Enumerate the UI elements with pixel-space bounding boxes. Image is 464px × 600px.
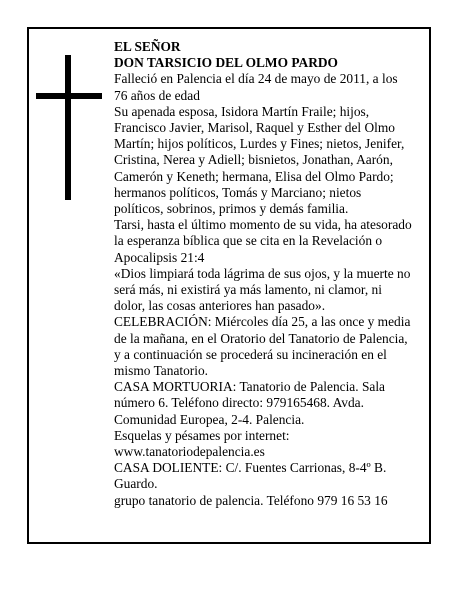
internet-condolences-label: Esquelas y pésames por internet: bbox=[114, 427, 290, 443]
death-announcement: Falleció en Palencia el día 24 de mayo de 2011, a los 76 años de edad bbox=[114, 71, 398, 103]
hope-statement: Tarsi, hasta el último momento de su vida, ha atesorado la esperanza bíblica que se cita en la Revelación o Apocalipsis 21:4 bbox=[114, 217, 412, 265]
deceased-name: DON TARSICIO DEL OLMO PARDO bbox=[114, 55, 338, 71]
funeral-home-info: CASA MORTUORIA: Tanatorio de Palencia. Sala número 6. Teléfono directo: 979165468. Avda. Comunidad Europea, 2-4. Palencia. bbox=[114, 379, 385, 427]
cross-icon bbox=[36, 55, 102, 200]
obituary-text bbox=[114, 39, 414, 509]
website-url: www.tanatoriodepalencia.es bbox=[114, 444, 265, 460]
family-home-info: CASA DOLIENTE: C/. Fuentes Carrionas, 8-4º B. Guardo. bbox=[114, 460, 387, 492]
heading-title: EL SEÑOR bbox=[114, 39, 181, 54]
family-list: Su apenada esposa, Isidora Martín Fraile; hijos, Francisco Javier, Marisol, Raquel y Esther del Olmo Martín; hijos políticos, Lurdes y Fines; nietos, Jenifer, Cristina, Nerea y Adiell; bisnietos, Jonathan, Aarón, Camerón y Keneth; hermana, Elisa del Olmo Pardo; hermanos políticos, Tomás y Marciano; nietos políticos, sobrinos, primos y demás familia. bbox=[114, 103, 405, 217]
celebration-info: CELEBRACIÓN: Miércoles día 25, a las once y media de la mañana, en el Oratorio del Tanatorio de Palencia, y a continuación se procederá su incineración en el mismo Tanatorio. bbox=[114, 314, 411, 379]
bible-quote: «Dios limpiará toda lágrima de sus ojos, y la muerte no será más, ni existirá ya más lamento, ni clamor, ni dolor, las cosas anteriores han pasado». bbox=[114, 265, 411, 314]
group-contact: grupo tanatorio de palencia. Teléfono 979 16 53 16 bbox=[114, 492, 388, 508]
obituary-notice bbox=[27, 27, 431, 544]
